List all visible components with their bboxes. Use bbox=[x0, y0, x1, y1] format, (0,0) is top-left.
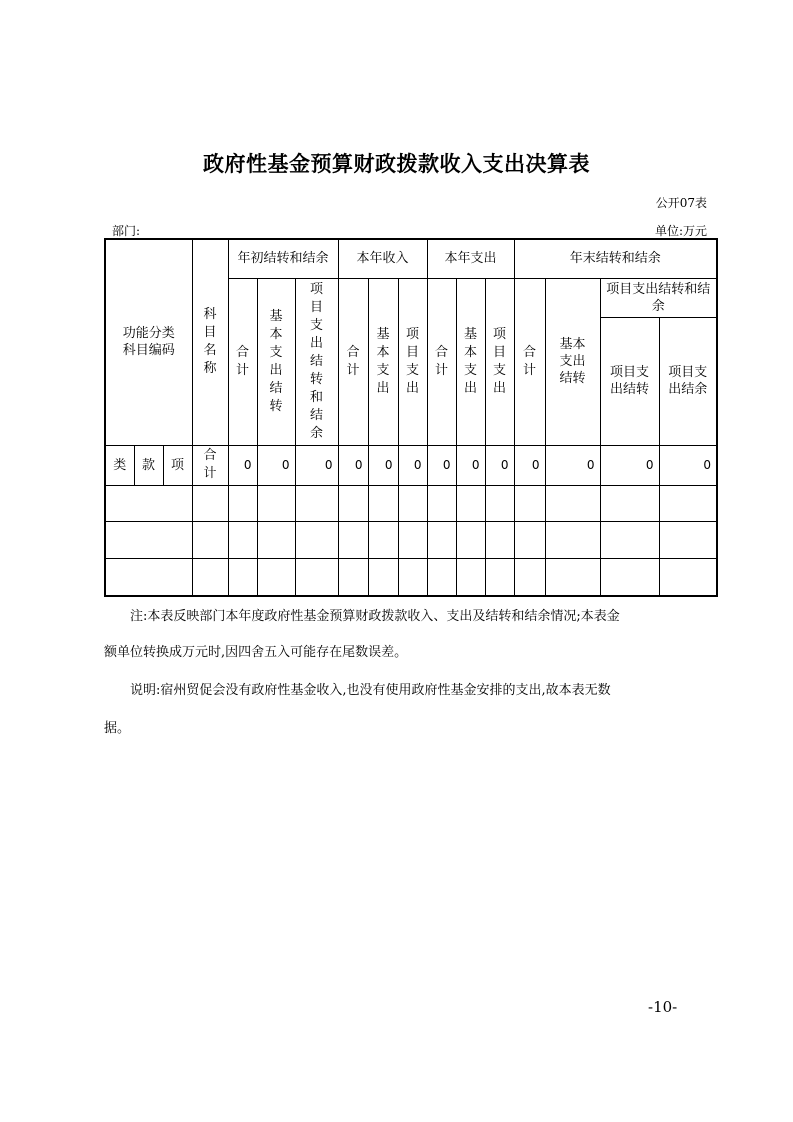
header-group-expense: 本年支出 bbox=[427, 239, 514, 278]
total-cell: 0 bbox=[368, 445, 398, 485]
form-code: 公开07表 bbox=[655, 196, 707, 210]
total-cell: 0 bbox=[485, 445, 514, 485]
header-income-project: 项目支出 bbox=[398, 278, 427, 445]
header-begin-basic-carry: 基本支出结转 bbox=[257, 278, 295, 445]
header-begin-total: 合计 bbox=[228, 278, 257, 445]
note-text: 注:本表反映部门本年度政府性基金预算财政拨款收入、支出及结转和结余情况;本表金 bbox=[130, 609, 620, 624]
table-row bbox=[105, 521, 717, 558]
header-expense-project: 项目支出 bbox=[485, 278, 514, 445]
total-cell: 0 bbox=[228, 445, 257, 485]
total-cell: 0 bbox=[338, 445, 368, 485]
unit-label: 单位:万元 bbox=[654, 224, 707, 238]
header-subject-name: 科目名称 bbox=[192, 239, 228, 445]
header-end-project-group: 项目支出结转和结余 bbox=[600, 278, 717, 317]
total-label: 合计 bbox=[192, 445, 228, 485]
header-end-total: 合计 bbox=[514, 278, 545, 445]
explanation-text: 说明:宿州贸促会没有政府性基金收入,也没有使用政府性基金安排的支出,故本表无数 bbox=[130, 683, 611, 698]
total-cell: 0 bbox=[427, 445, 456, 485]
header-expense-total: 合计 bbox=[427, 278, 456, 445]
total-cell: 0 bbox=[456, 445, 485, 485]
total-cell: 0 bbox=[398, 445, 427, 485]
header-end-project-balance: 项目支出结余 bbox=[659, 317, 717, 445]
total-cell: 0 bbox=[295, 445, 338, 485]
header-group-income: 本年收入 bbox=[338, 239, 427, 278]
header-end-basic-carry: 基本支出结转 bbox=[545, 278, 600, 445]
header-expense-basic: 基本支出 bbox=[456, 278, 485, 445]
total-cell: 0 bbox=[545, 445, 600, 485]
header-begin-project-carry-balance: 项目支出结转和结余 bbox=[295, 278, 338, 445]
total-cell: 0 bbox=[257, 445, 295, 485]
table-row bbox=[105, 558, 717, 596]
total-cell: 0 bbox=[514, 445, 545, 485]
code-lei: 类 bbox=[105, 445, 134, 485]
header-income-basic: 基本支出 bbox=[368, 278, 398, 445]
table-row bbox=[105, 485, 717, 521]
page-number: -10- bbox=[648, 998, 678, 1016]
header-group-end: 年末结转和结余 bbox=[514, 239, 717, 278]
code-kuan: 款 bbox=[134, 445, 163, 485]
note-text-continued: 额单位转换成万元时,因四舍五入可能存在尾数误差。 bbox=[104, 645, 408, 660]
header-group-begin: 年初结转和结余 bbox=[228, 239, 338, 278]
fund-budget-table bbox=[104, 238, 718, 597]
header-income-total: 合计 bbox=[338, 278, 368, 445]
explanation-text-continued: 据。 bbox=[104, 721, 131, 736]
total-cell: 0 bbox=[659, 445, 717, 485]
header-function-code: 功能分类科目编码 bbox=[105, 239, 192, 445]
total-cell: 0 bbox=[600, 445, 659, 485]
department-label: 部门: bbox=[112, 224, 141, 238]
page-title: 政府性基金预算财政拨款收入支出决算表 bbox=[203, 152, 590, 176]
total-row bbox=[105, 445, 717, 485]
code-xiang: 项 bbox=[163, 445, 192, 485]
header-end-project-carry: 项目支出结转 bbox=[600, 317, 659, 445]
